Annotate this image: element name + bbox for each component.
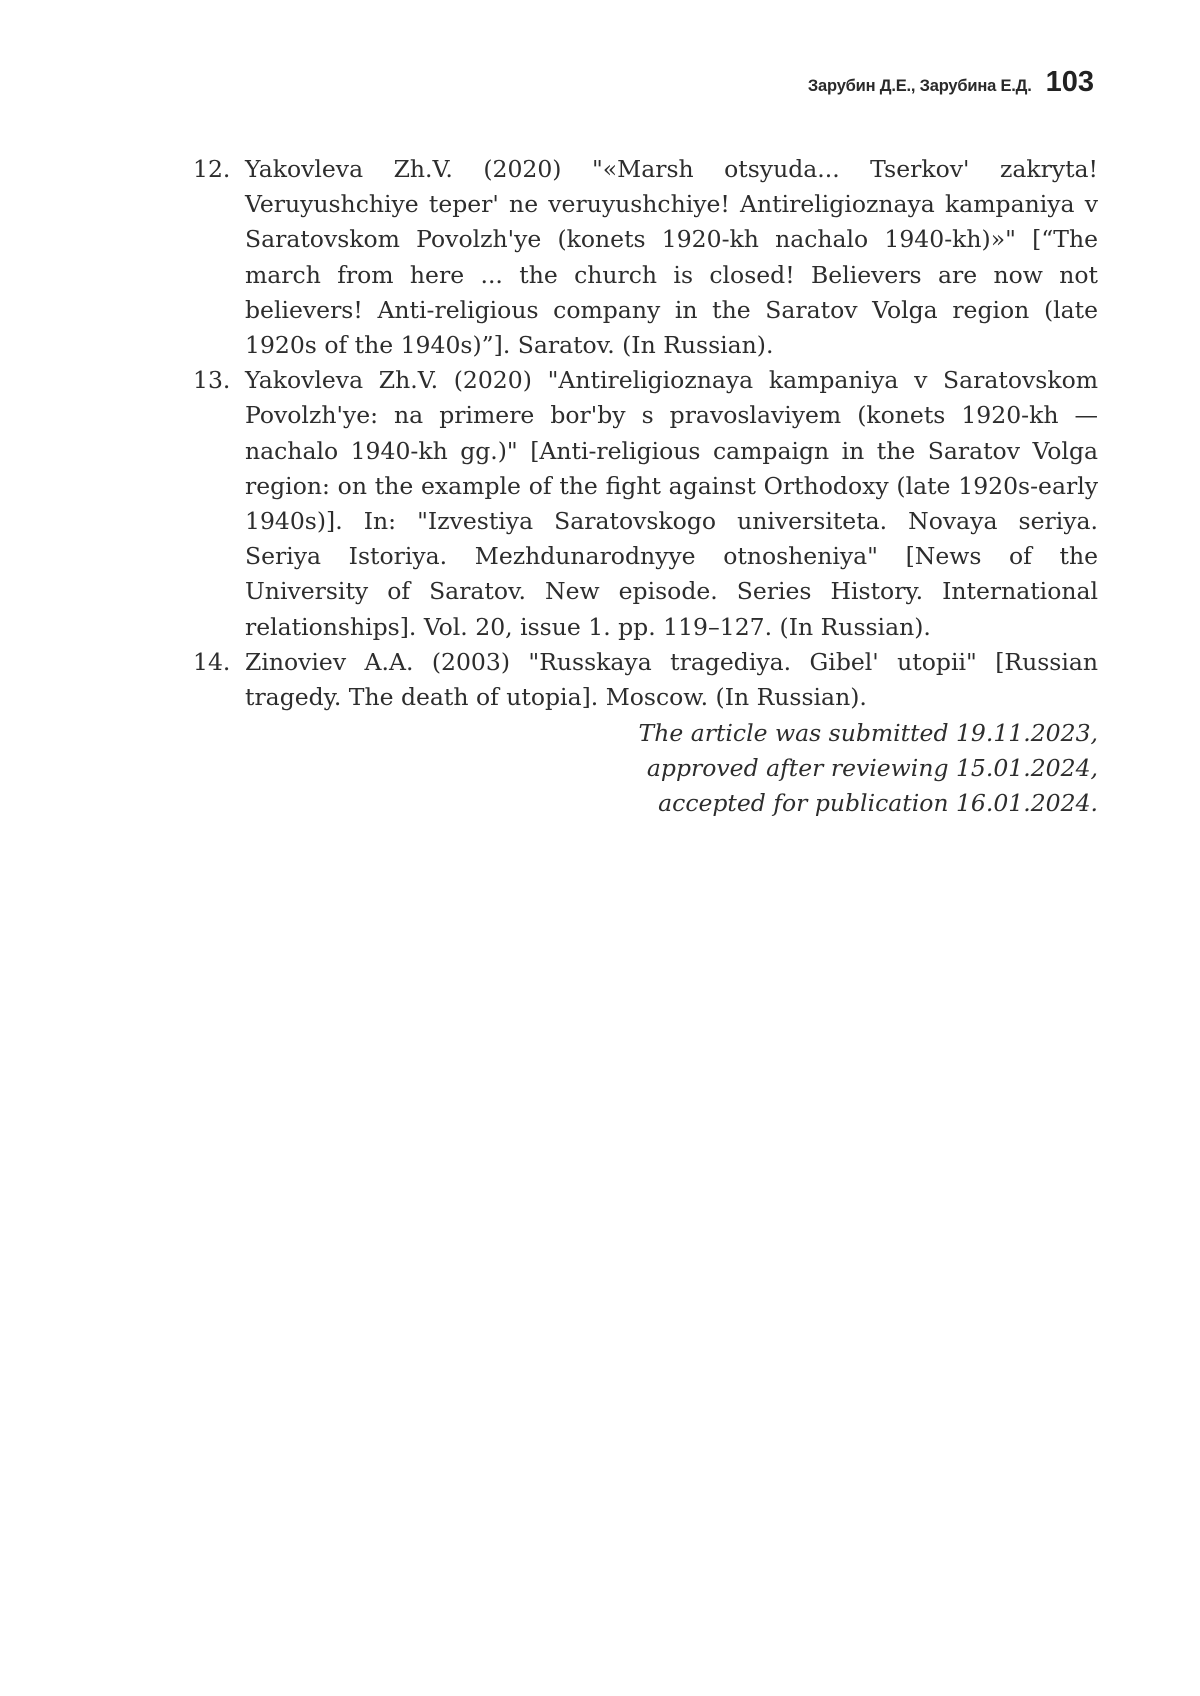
reference-item-13 — [193, 363, 1098, 645]
submission-dates — [639, 716, 1098, 822]
reference-text: Yakovleva Zh.V. (2020) "Antireligioznaya kampaniya v Saratovskom Povolzh'ye: na primere bor'by s pravoslaviyem (konets 1920-kh — nachalo 1940-kh gg.)" [Anti-religious campaign in the Saratov Volga region: on the example of the fight against Orthodoxy (late 1920s-early 1940s)]. In: "Izvestiya Saratovskogo universiteta. Novaya seriya. Seriya Istoriya. Mezhdunarodnyye otnosheniya" [News of the University of Saratov. New episode. Series History. International relationships]. Vol. 20, issue 1. pp. 119–127. (In Russian). — [245, 366, 1098, 641]
reference-number: 13. — [193, 366, 231, 395]
reference-text: Yakovleva Zh.V. (2020) "«Marsh otsyuda... Tserkov' zakryta! Veruyushchiye teper' ne veruyushchiye! Antireligioznaya kampaniya v Saratovskom Povolzh'ye (konets 1920-kh nachalo 1940-kh)»" [“The march from here ... the church is closed! Believers are now not believers! Anti-religious company in the Saratov Volga region (late 1920s of the 1940s)”]. Saratov. (In Russian). — [245, 155, 1098, 360]
reference-item-12 — [193, 152, 1098, 363]
running-head — [808, 66, 1094, 99]
reference-list — [193, 152, 1098, 715]
approved-date-line: approved after reviewing 15.01.2024, — [646, 754, 1098, 783]
submitted-date-line: The article was submitted 19.11.2023, — [638, 719, 1098, 747]
reference-item-14 — [193, 645, 1098, 715]
accepted-date-line: accepted for publication 16.01.2024. — [658, 789, 1098, 818]
reference-number: 14. — [193, 647, 231, 676]
reference-number: 12. — [193, 155, 231, 183]
page-number: 103 — [1045, 66, 1094, 98]
reference-text: Zinoviev A.A. (2003) "Russkaya tragediya. Gibel' utopii" [Russian tragedy. The death of utopia]. Moscow. (In Russian). — [245, 647, 1098, 712]
running-head-authors: Зарубин Д.Е., Зарубина Е.Д. — [807, 77, 1032, 95]
